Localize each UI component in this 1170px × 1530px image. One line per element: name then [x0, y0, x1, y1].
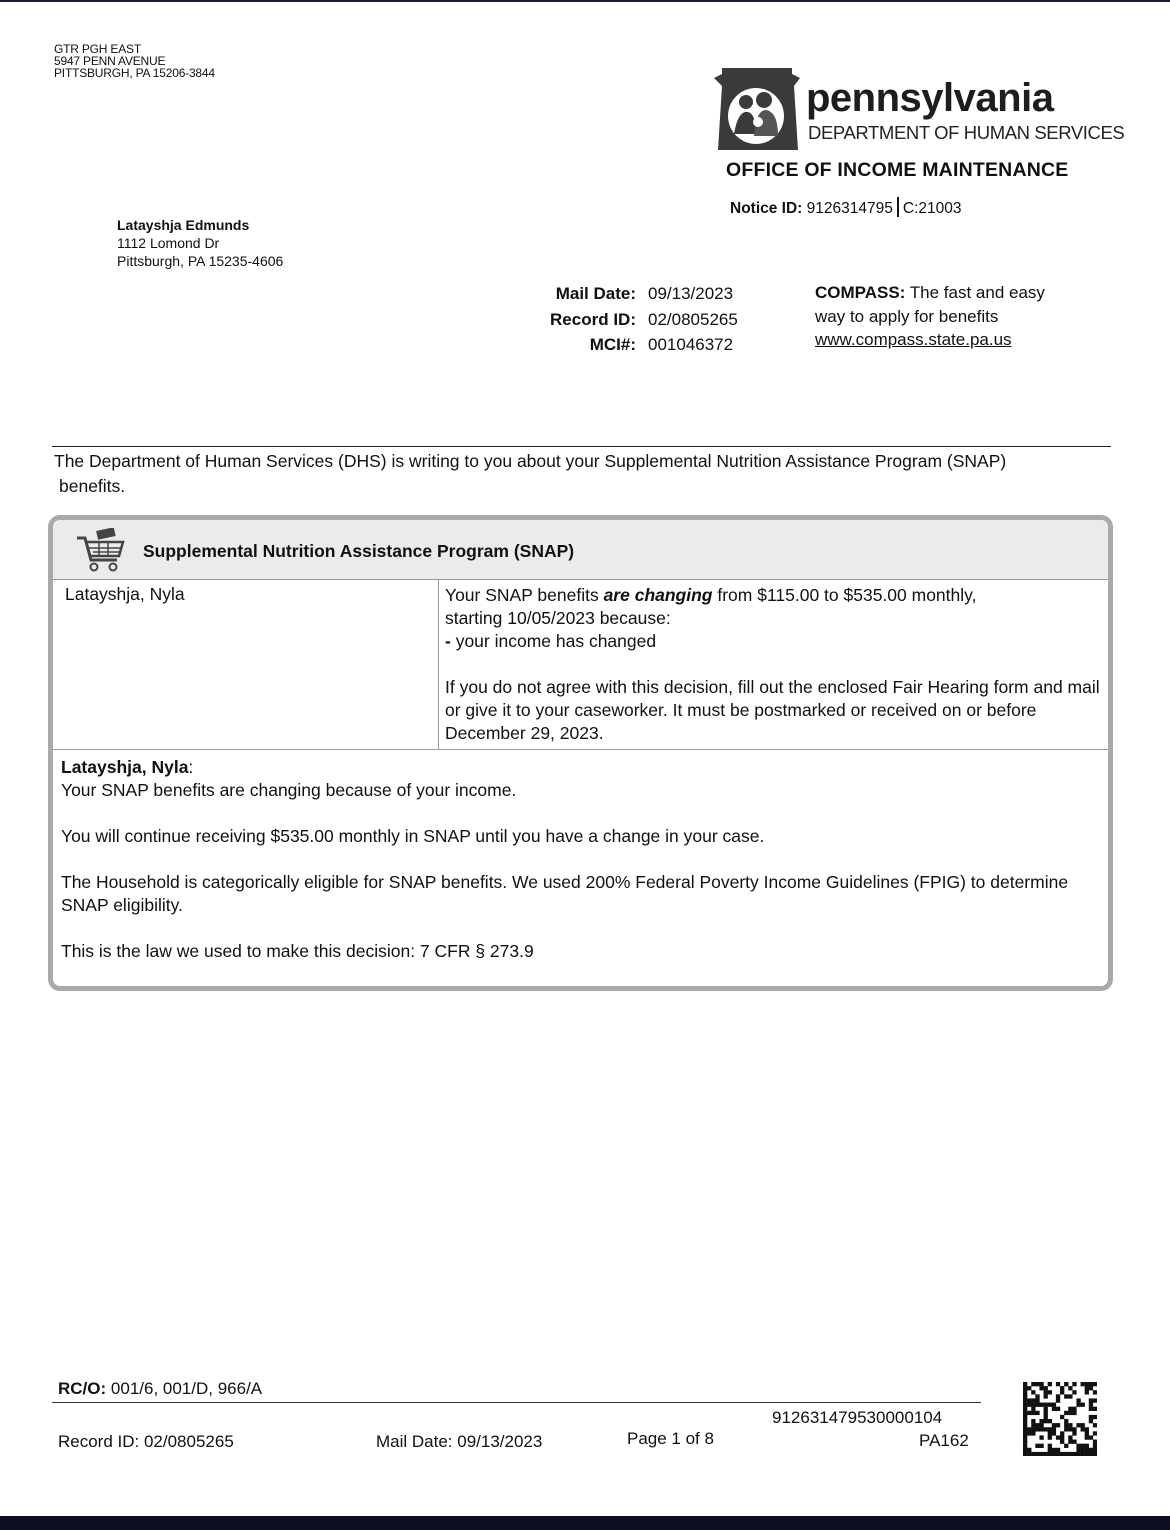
change-emphasis: are changing	[603, 585, 713, 605]
rco-value: 001/6, 001/D, 966/A	[110, 1379, 263, 1398]
notice-id-label: Notice ID:	[730, 200, 803, 217]
change-text: from $115.00 to $535.00 monthly,	[712, 585, 977, 605]
meta-label: Mail Date:	[555, 284, 636, 303]
footer-record-id: Record ID: 02/0805265	[58, 1432, 234, 1451]
recipient-city: Pittsburgh, PA 15235-4606	[117, 253, 284, 269]
shopping-cart-icon	[75, 528, 127, 574]
snap-person: Latayshja, Nyla	[65, 584, 185, 604]
rco-label: RC/O:	[58, 1379, 107, 1398]
intro-line: The Department of Human Services (DHS) is writing to you about your Supplemental Nutrition Assistance Program (SNAP)	[54, 451, 1007, 471]
footer-mail-date: Mail Date: 09/13/2023	[376, 1432, 543, 1451]
meta-value: 09/13/2023	[648, 284, 734, 303]
compass-text: The fast and easy	[909, 283, 1045, 302]
keystone-family-icon	[712, 64, 802, 154]
meta-value: 001046372	[648, 335, 734, 354]
qr-code-icon	[1023, 1382, 1097, 1456]
footer-divider	[52, 1402, 981, 1403]
notice-code: C:21003	[902, 200, 962, 217]
snap-decision-row	[53, 580, 1108, 750]
footer-page-number: Page 1 of 8	[627, 1429, 714, 1448]
notice-separator	[897, 197, 899, 217]
notice-id-value: 9126314795	[806, 200, 893, 217]
office-address-line: 5947 PENN AVENUE	[54, 54, 166, 68]
change-text: Your SNAP benefits	[445, 585, 604, 605]
rco-line	[58, 1379, 262, 1399]
snap-section	[48, 515, 1113, 991]
logo-department: DEPARTMENT OF HUMAN SERVICES	[808, 122, 1125, 143]
detail-text: This is the law we used to make this decision: 7 CFR § 273.9	[61, 941, 534, 961]
snap-title: Supplemental Nutrition Assistance Program (SNAP)	[143, 541, 575, 561]
bottom-edge	[0, 1516, 1170, 1530]
detail-text: You will continue receiving $535.00 monthly in SNAP until you have a change in your case.	[61, 826, 765, 846]
footer-barcode-number: 912631479530000104	[772, 1408, 943, 1427]
detail-colon: :	[188, 757, 194, 777]
recipient-street: 1112 Lomond Dr	[117, 235, 220, 251]
recipient-name: Latayshja Edmunds	[117, 217, 250, 233]
reason-text: your income has changed	[450, 631, 657, 651]
compass-promo	[815, 281, 1115, 352]
footer-form-code: PA162	[919, 1431, 969, 1450]
office-address	[54, 43, 215, 79]
office-title: OFFICE OF INCOME MAINTENANCE	[726, 159, 1069, 181]
intro-text	[54, 449, 1114, 499]
compass-label: COMPASS:	[815, 283, 906, 302]
compass-text: way to apply for benefits	[815, 306, 999, 326]
snap-decision	[445, 584, 1100, 745]
office-address-line: PITTSBURGH, PA 15206-3844	[54, 66, 215, 80]
intro-line: benefits.	[59, 476, 126, 496]
meta-label: MCI#:	[589, 335, 636, 354]
pa-dhs-logo	[712, 64, 1125, 154]
detail-text: The Household is categorically eligible for SNAP benefits. We used 200% Federal Poverty Income Guidelines (FPIG) to determine SNAP eligibility.	[61, 872, 1069, 915]
hearing-text: If you do not agree with this decision, fill out the enclosed Fair Hearing form and mail or give it to your caseworker. It must be postmarked or received on or before December 29, 2023.	[445, 677, 1100, 743]
notice-meta	[536, 281, 738, 358]
notice-id	[730, 197, 961, 218]
top-edge	[0, 0, 1170, 2]
start-line: starting 10/05/2023 because:	[445, 608, 671, 628]
meta-row	[536, 332, 738, 358]
reason-dash: -	[445, 631, 451, 651]
snap-header	[53, 520, 1108, 580]
snap-details	[61, 756, 1096, 963]
recipient-address	[117, 216, 283, 270]
meta-label: Record ID:	[550, 309, 636, 329]
column-divider	[438, 580, 439, 749]
office-address-line: GTR PGH EAST	[54, 42, 141, 56]
meta-row	[536, 281, 738, 307]
divider	[52, 446, 1111, 447]
detail-name: Latayshja, Nyla	[61, 757, 189, 777]
meta-value: 02/0805265	[648, 309, 738, 329]
detail-text: Your SNAP benefits are changing because of your income.	[61, 780, 517, 800]
compass-link[interactable]: www.compass.state.pa.us	[815, 330, 1012, 349]
meta-row	[536, 307, 738, 333]
logo-name: pennsylvania	[806, 76, 1054, 120]
